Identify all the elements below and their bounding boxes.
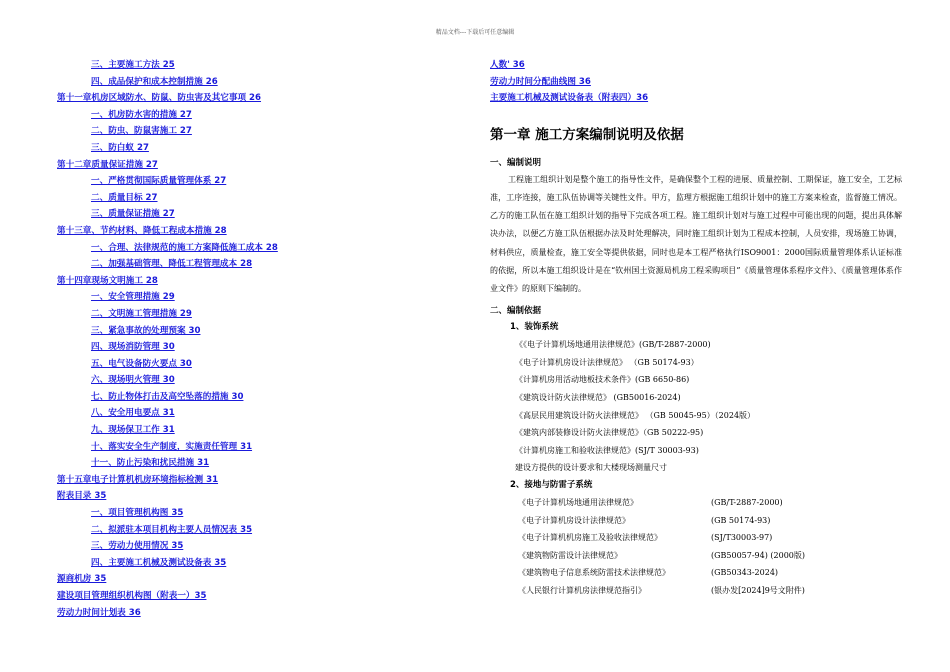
standard-item: 建设方提供的设计要求和大楼现场测量尺寸: [515, 463, 667, 473]
toc-link[interactable]: 十一、防止污染和扰民措施 31: [91, 458, 210, 469]
toc-entry: [57, 522, 417, 539]
toc-link[interactable]: 十、落实安全生产制度，实施责任管理 31: [91, 441, 253, 452]
toc-entry: [57, 605, 417, 622]
toc-link[interactable]: 四、成品保护和成本控制措施 26: [91, 76, 218, 87]
toc-entry: [57, 372, 417, 389]
subheading-grounding-lightning: 2、接地与防雷子系统: [510, 479, 593, 490]
right-column: [490, 57, 910, 600]
standard-item: 《建筑内部装修设计防火法律规范》（GB 50222-95): [515, 428, 704, 438]
toc-link[interactable]: 劳动力时间分配曲线图 36: [490, 76, 591, 87]
toc-entry: [57, 472, 417, 489]
toc-entry: [57, 74, 417, 91]
decoration-standards-list: [490, 336, 910, 477]
toc-link[interactable]: 二、防虫、防鼠害施工 27: [91, 126, 192, 137]
toc-entry: [57, 90, 417, 107]
standard-name: 《人民银行计算机房法律规范指引》: [518, 585, 646, 595]
toc-link[interactable]: 人数' 36: [490, 60, 525, 70]
standard-item: [490, 564, 910, 582]
toc-entry: [57, 323, 417, 340]
section-heading-explanation: 一、编制说明: [490, 157, 542, 168]
standard-item: [490, 529, 910, 547]
toc-link[interactable]: 六、现场明火管理 30: [91, 375, 175, 386]
standard-code: (GB 50174-93): [711, 515, 771, 525]
toc-link[interactable]: 第十一章机房区域防水、防鼠、防虫害及其它事项 26: [57, 93, 262, 104]
toc-link[interactable]: 一、项目管理机构图 35: [91, 508, 184, 519]
toc-link[interactable]: 三、质量保证措施 27: [91, 209, 175, 220]
standard-name: 《建筑物电子信息系统防雷技术法律规范》: [518, 568, 670, 578]
toc-entry: [57, 555, 417, 572]
standard-name: 《建筑物防雷设计法律规范》: [518, 550, 622, 560]
toc-link[interactable]: 三、防白蚁 27: [91, 142, 149, 153]
toc-link[interactable]: 三、紧急事故的处理预案 30: [91, 325, 201, 336]
toc-entry: [57, 289, 417, 306]
chapter-title: 第一章 施工方案编制说明及依据: [490, 126, 684, 143]
standard-name: 《电子计算机场地通用法律规范》: [518, 497, 638, 507]
standard-item: 《计算机房施工和验收法律规范》(SJ/T 30003-93): [515, 445, 699, 455]
standard-code: (SJ/T30003-97): [711, 533, 773, 543]
toc-entry: [57, 588, 417, 605]
toc-entry: [57, 206, 417, 223]
toc-link[interactable]: 七、防止物体打击及高空坠落的措施 30: [91, 391, 244, 402]
page-header: 精品文档---下载后可任意编辑: [435, 29, 515, 36]
toc-entry: [57, 256, 417, 273]
toc-right-list: [490, 57, 910, 107]
toc-link[interactable]: 三、劳动力使用情况 35: [91, 541, 184, 552]
standard-name: 《电子计算机房设计法律规范》: [518, 515, 630, 525]
toc-entry: [57, 455, 417, 472]
toc-entry: [57, 488, 417, 505]
toc-link[interactable]: 第十二章质量保证措施 27: [57, 159, 158, 170]
section-heading-basis: 二、编制依据: [490, 306, 542, 317]
subheading-decoration-system: 1、装饰系统: [510, 322, 559, 333]
toc-entry: [57, 190, 417, 207]
toc-link[interactable]: 二、质量目标 27: [91, 192, 158, 203]
toc-entry: [57, 140, 417, 157]
toc-link[interactable]: 四、主要施工机械及测试设备表 35: [91, 557, 227, 568]
toc-entry: [57, 422, 417, 439]
toc-entry: [57, 306, 417, 323]
toc-link[interactable]: 三、主要施工方法 25: [91, 60, 175, 70]
standard-item: 《高层民用建筑设计防火法律规范》 （GB 50045-95）（2024版）: [515, 410, 756, 420]
toc-entry: [57, 405, 417, 422]
toc-entry: [490, 90, 910, 107]
toc-link[interactable]: 四、现场消防管理 30: [91, 342, 175, 353]
standard-code: (GB50343-2024): [711, 568, 779, 578]
standard-item: [490, 547, 910, 565]
toc-link[interactable]: 一、严格贯彻国际质量管理体系 27: [91, 176, 227, 187]
standard-item: 《计算机房用活动地板技术条件》(GB 6650-86): [515, 375, 690, 385]
toc-link[interactable]: 二、加强基础管理、降低工程管理成本 28: [91, 259, 253, 270]
toc-entry: [490, 74, 910, 91]
standard-item: 《建筑设计防火法律规范》 (GB50016-2024): [515, 392, 681, 402]
toc-entry: [57, 571, 417, 588]
toc-link[interactable]: 二、文明施工管理措施 29: [91, 308, 192, 319]
toc-entry: [57, 157, 417, 174]
toc-entry: [57, 57, 417, 74]
toc-entry: [57, 505, 417, 522]
standard-item: [490, 582, 910, 600]
toc-link[interactable]: 一、合理、法律规范的施工方案降低施工成本 28: [91, 242, 278, 253]
toc-link[interactable]: 八、安全用电要点 31: [91, 408, 175, 419]
standard-item: 《电子计算机房设计法律规范》 （GB 50174-93）: [515, 357, 699, 367]
toc-link[interactable]: 第十三章、节约材料、降低工程成本措施 28: [57, 225, 227, 236]
standard-item: [490, 494, 910, 512]
toc-link[interactable]: 五、电气设备防火要点 30: [91, 358, 192, 369]
toc-link[interactable]: 第十四章现场文明施工 28: [57, 275, 158, 286]
grounding-standards-list: [490, 494, 910, 600]
toc-left-column: [57, 57, 417, 621]
toc-link[interactable]: 建设项目管理组织机构图（附表一）35: [57, 591, 207, 601]
toc-entry: [490, 57, 910, 74]
toc-link[interactable]: 一、安全管理措施 29: [91, 292, 175, 303]
standard-item: 《《电子计算机场地通用法律规范》(GB/T-2887-2000): [515, 340, 711, 350]
toc-entry: [57, 240, 417, 257]
toc-entry: [57, 273, 417, 290]
toc-link[interactable]: 九、现场保卫工作 31: [91, 425, 175, 436]
toc-entry: [57, 339, 417, 356]
toc-entry: [57, 107, 417, 124]
toc-link[interactable]: 附表目录 35: [57, 491, 107, 502]
toc-entry: [57, 173, 417, 190]
toc-link[interactable]: 主要施工机械及测试设备表（附表四）36: [490, 93, 649, 104]
toc-entry: [57, 356, 417, 373]
toc-link[interactable]: 第十五章电子计算机机房环境指标检测 31: [57, 474, 219, 485]
explanation-paragraph: 工程施工组织计划是整个施工的指导性文件，是确保整个工程的进展、质量控制、工期保证，施工安全，工艺标准，工序连接，施工队伍协调等关键性文件。甲方，监理方根据施工组织计划中的施工方案来检查，监督施工情况。乙方的施工队伍在施工组织计划的指导下完成各项工程。施工组织计划对与施工过程中可能出现的问题，提出具体解决办法，以便乙方施工队伍根据办法及时处理解决，同时施工组织计划为工程成本控制，人员安排，现场施工协调，材料供应，质量检查，施工安全等提供依据，同时也是本工程严格执行ISO9001：2000国际质量管理体系认证标准的依据，所以本施工组织设计是在“钦州国土资源局机房工程采购项目”《质量管理体系程序文件》、《质量管理体系作业文件》的原则下编制的。: [490, 174, 902, 293]
toc-entry: [57, 223, 417, 240]
standard-code: (银办发[2024]9号文附件): [711, 585, 805, 595]
standard-code: (GB50057-94) (2000版): [711, 550, 805, 560]
toc-link[interactable]: 一、机房防水害的措施 27: [91, 109, 192, 120]
toc-entry: [57, 538, 417, 555]
toc-link[interactable]: 源商机房 35: [57, 574, 107, 585]
standard-code: (GB/T-2887-2000): [711, 497, 783, 507]
toc-link[interactable]: 劳动力时间计划表 36: [57, 607, 141, 618]
standard-name: 《电子计算机机房施工及验收法律规范》: [518, 533, 662, 543]
toc-entry: [57, 439, 417, 456]
standard-item: [490, 512, 910, 530]
toc-entry: [57, 389, 417, 406]
toc-link[interactable]: 二、拟派驻本项目机构主要人员情况表 35: [91, 524, 253, 535]
toc-entry: [57, 123, 417, 140]
